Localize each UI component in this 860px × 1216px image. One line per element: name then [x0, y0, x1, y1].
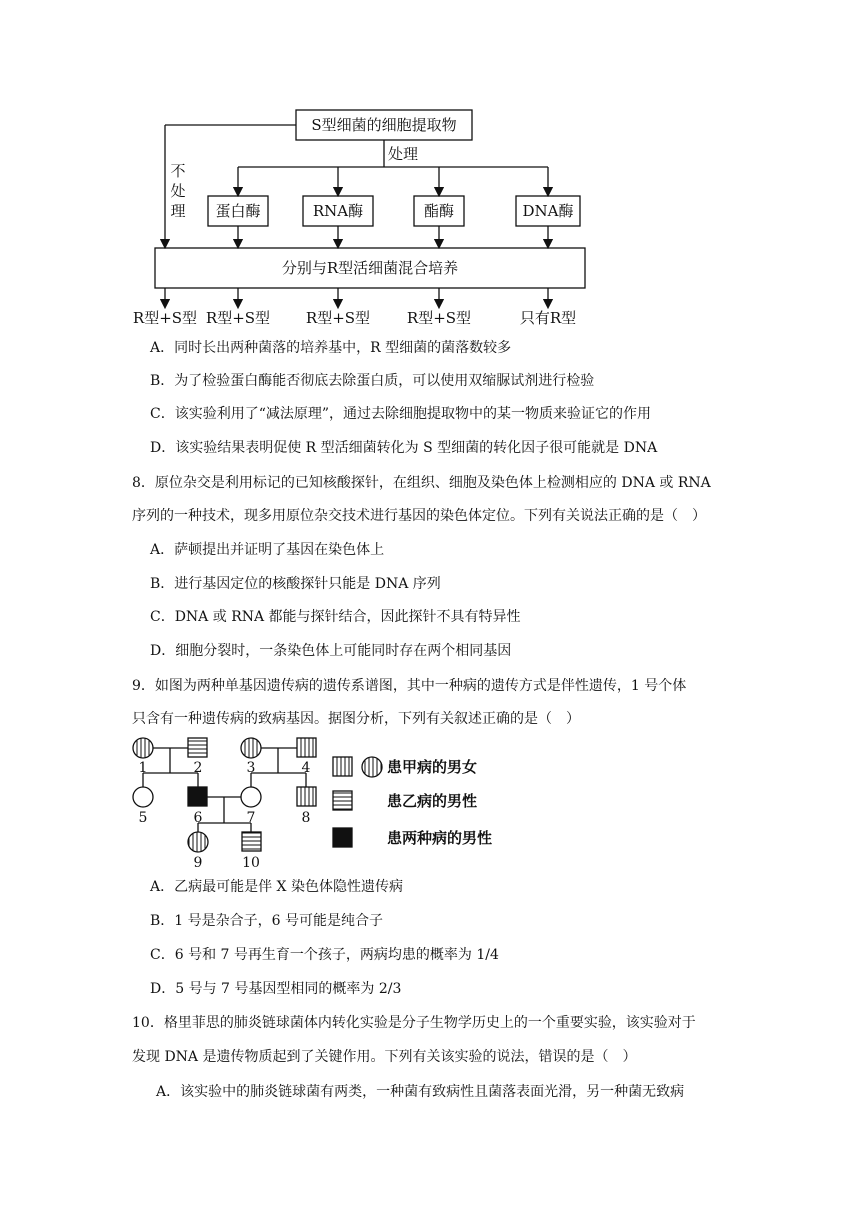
q8-option-a: A．萨顿提出并证明了基因在染色体上 — [150, 542, 385, 558]
result-label: R型+S型 — [406, 309, 472, 327]
q9-option-a: A．乙病最可能是伴 X 染色体隐性遗传病 — [150, 879, 403, 895]
individual-10 — [242, 832, 261, 851]
enzyme-label: 蛋白酶 — [215, 202, 261, 220]
legend-label-both: 患两种病的男性 — [387, 829, 493, 847]
legend-affected-a-male — [333, 757, 352, 776]
result-label: R型+S型 — [305, 309, 371, 327]
pedigree-number: 6 — [193, 810, 203, 826]
result-label: 只有R型 — [519, 309, 577, 327]
no-process-char-1: 不 — [170, 162, 186, 180]
individual-4 — [297, 738, 316, 757]
experiment-flow-diagram — [0, 0, 860, 335]
result-label: R型+S型 — [205, 309, 271, 327]
q10-option-a: A．该实验中的肺炎链球菌有两类，一种菌有致病性且菌落表面光滑，另一种菌无致病 — [156, 1084, 685, 1100]
pedigree-number: 3 — [246, 760, 256, 776]
enzyme-label: 酯酶 — [423, 202, 455, 220]
pedigree-number: 1 — [138, 760, 148, 776]
pedigree-number: 10 — [242, 855, 260, 871]
no-process-char-2: 处 — [170, 182, 186, 200]
q8-stem-line-2: 序列的一种技术，现多用原位杂交技术进行基因的染色体定位。下列有关说法正确的是（ ） — [132, 508, 706, 524]
q7-option-d: D．该实验结果表明促使 R 型活细菌转化为 S 型细菌的转化因子很可能就是 DNA — [150, 440, 658, 456]
pedigree-number: 2 — [193, 760, 203, 776]
q9-stem-line-1: 9．如图为两种单基因遗传病的遗传系谱图，其中一种病的遗传方式是伴性遗传，1 号个体 — [132, 678, 687, 694]
individual-6 — [188, 787, 207, 806]
pedigree-chart — [0, 730, 560, 875]
q9-option-c: C．6 号和 7 号再生育一个孩子，两病均患的概率为 1/4 — [150, 947, 499, 963]
q8-option-b: B．进行基因定位的核酸探针只能是 DNA 序列 — [150, 576, 441, 592]
extract-label: S型细菌的细胞提取物 — [311, 116, 457, 134]
q9-option-d: D．5 号与 7 号基因型相同的概率为 2/3 — [150, 981, 402, 997]
process-label: 处理 — [388, 145, 419, 163]
q7-option-a: A．同时长出两种菌落的培养基中，R 型细菌的菌落数较多 — [150, 340, 512, 356]
enzyme-label: RNA酶 — [312, 202, 364, 220]
legend-label-a: 患甲病的男女 — [387, 758, 478, 776]
q10-stem-line-2: 发现 DNA 是遗传物质起到了关键作用。下列有关该实验的说法，错误的是（ ） — [132, 1049, 637, 1065]
q7-option-b: B．为了检验蛋白酶能否彻底去除蛋白质，可以使用双缩脲试剂进行检验 — [150, 373, 595, 389]
pedigree-number: 5 — [138, 810, 148, 826]
individual-7 — [241, 787, 261, 807]
individual-3 — [241, 738, 261, 758]
legend-affected-both-male — [333, 828, 352, 847]
individual-8 — [297, 787, 316, 806]
q8-option-d: D．细胞分裂时，一条染色体上可能同时存在两个相同基因 — [150, 643, 512, 659]
q8-stem-line-1: 8．原位杂交是利用标记的已知核酸探针，在组织、细胞及染色体上检测相应的 DNA 或 RNA — [132, 475, 711, 491]
legend-label-b: 患乙病的男性 — [387, 792, 478, 810]
pedigree-number: 8 — [301, 810, 311, 826]
mix-culture-label: 分别与R型活细菌混合培养 — [281, 259, 459, 277]
pedigree-number: 4 — [301, 760, 311, 776]
individual-9 — [188, 832, 208, 852]
pedigree-number: 9 — [193, 855, 203, 871]
individual-5 — [133, 787, 153, 807]
individual-1 — [133, 738, 153, 758]
no-process-char-3: 理 — [170, 202, 186, 220]
q8-option-c: C．DNA 或 RNA 都能与探针结合，因此探针不具有特异性 — [150, 609, 521, 625]
pedigree-number: 7 — [246, 810, 256, 826]
result-label: R型+S型 — [132, 309, 198, 327]
legend-affected-b-male — [333, 791, 352, 810]
legend-affected-a-female — [362, 757, 382, 777]
q9-option-b: B．1 号是杂合子，6 号可能是纯合子 — [150, 913, 384, 929]
q7-option-c: C．该实验利用了“减法原理”，通过去除细胞提取物中的某一物质来验证它的作用 — [150, 406, 652, 422]
q10-stem-line-1: 10．格里菲思的肺炎链球菌体内转化实验是分子生物学历史上的一个重要实验，该实验对于 — [132, 1015, 696, 1031]
individual-2 — [188, 738, 207, 757]
q9-stem-line-2: 只含有一种遗传病的致病基因。据图分析，下列有关叙述正确的是（ ） — [132, 711, 580, 727]
enzyme-label: DNA酶 — [522, 202, 574, 220]
